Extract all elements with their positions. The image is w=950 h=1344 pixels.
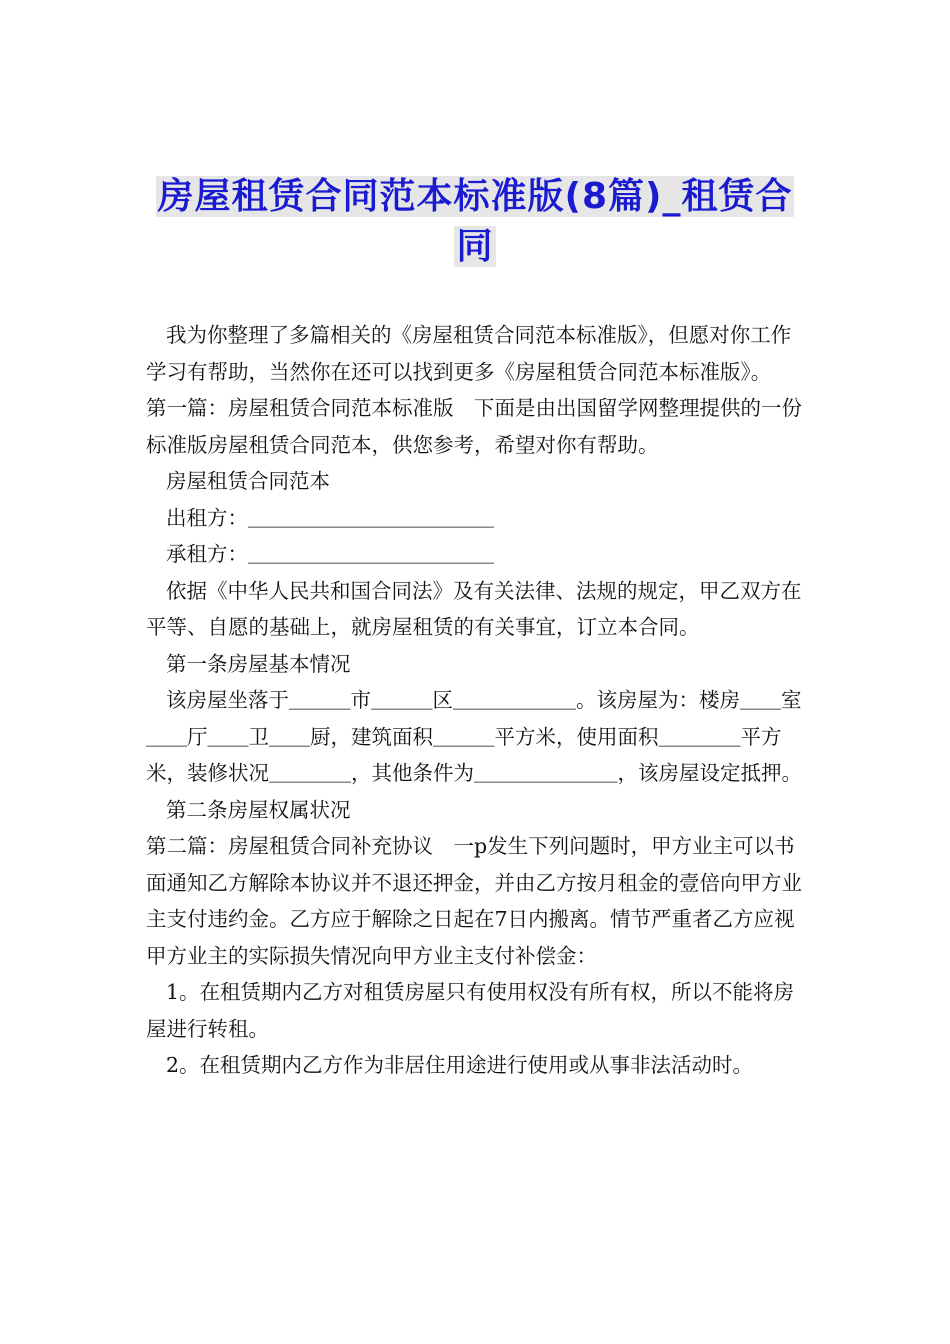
legal-basis-paragraph: 依据《中华人民共和国合同法》及有关法律、法规的规定，甲乙双方在平等、自愿的基础上，就房屋租赁的有关事宜，订立本合同。 — [146, 578, 802, 639]
article-one-heading: 第一条房屋基本情况 — [166, 651, 351, 676]
document-body — [146, 317, 806, 1084]
contract-heading: 房屋租赁合同范本 — [166, 469, 330, 493]
clause-2: 2。在租赁期内乙方作为非居住用途进行使用或从事非法活动时。 — [166, 1053, 754, 1077]
lessee-line: 承租方：＿＿＿＿＿＿＿＿＿＿＿＿ — [166, 542, 494, 566]
section-one-paragraph: 第一篇：房屋租赁合同范本标准版 下面是由出国留学网整理提供的一份标准版房屋租赁合同范本，供您参考，希望对你有帮助。 — [146, 396, 802, 457]
clause-1: 1。在租赁期内乙方对租赁房屋只有使用权没有所有权，所以不能将房屋进行转租。 — [146, 980, 795, 1041]
lessor-line: 出租方：＿＿＿＿＿＿＿＿＿＿＿＿ — [166, 505, 494, 530]
section-two-paragraph: 第二篇：房屋租赁合同补充协议 一p发生下列问题时，甲方业主可以书面通知乙方解除本协议并不退还押金，并由乙方按月租金的壹倍向甲方业主支付违约金。乙方应于解除之日起在7日内搬离。情节严重者乙方应视甲方业主的实际损失情况向甲方业主支付补偿金： — [146, 834, 802, 968]
property-details-paragraph: 该房屋坐落于＿＿＿市＿＿＿区＿＿＿＿＿＿。该房屋为：楼房＿＿室＿＿厅＿＿卫＿＿厨，建筑面积＿＿＿平方米，使用面积＿＿＿＿平方米，装修状况＿＿＿＿，其他条件为＿＿＿＿＿＿＿，该房屋设定抵押。 — [146, 688, 802, 785]
intro-paragraph: 我为你整理了多篇相关的《房屋租赁合同范本标准版》，但愿对你工作学习有帮助，当然你在还可以找到更多《房屋租赁合同范本标准版》。 — [146, 323, 792, 384]
article-two-heading: 第二条房屋权属状况 — [166, 797, 351, 822]
title-line-2: 同 — [456, 226, 494, 267]
document-title — [140, 172, 810, 272]
title-line-1: 房屋租赁合同范本标准版(8篇)_租赁合 — [157, 176, 793, 217]
